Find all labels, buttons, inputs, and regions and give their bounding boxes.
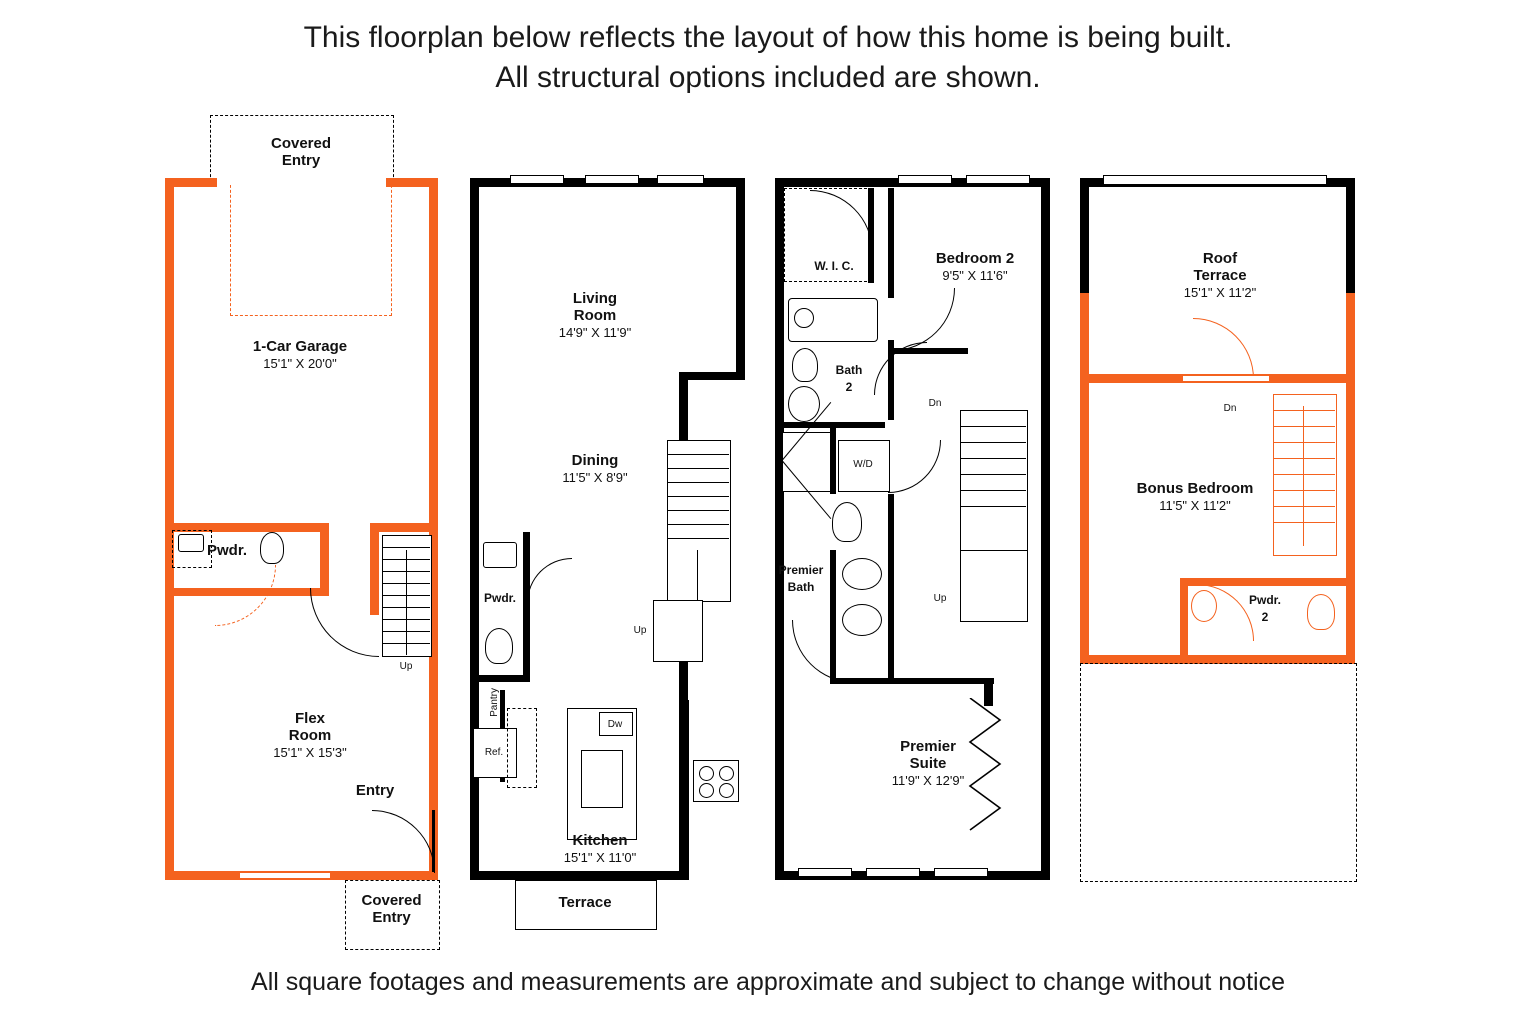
wic-name: W. I. C. xyxy=(814,259,854,273)
bath2-name-1: Bath xyxy=(835,363,863,377)
stair-tread xyxy=(667,538,729,539)
label-bedroom2 xyxy=(900,250,1050,284)
garage-name: 1-Car Garage xyxy=(252,338,348,355)
front-door-swing xyxy=(372,810,435,873)
suite-dim: 11'9" X 12'9" xyxy=(891,773,965,788)
label-bonus-bedroom xyxy=(1115,480,1275,514)
flex-name-2: Room xyxy=(288,727,332,744)
floorplan-level-1 xyxy=(160,110,450,950)
bed2-wall-left xyxy=(888,188,894,298)
suite-entry-wall xyxy=(984,678,993,706)
covered-entry-name-top: Covered xyxy=(270,135,332,152)
stair-tread xyxy=(382,547,430,548)
wd-text: W/D xyxy=(853,459,873,470)
label-roof-terrace xyxy=(1145,250,1295,301)
covered-entry-b1: Covered xyxy=(361,892,422,909)
terrace-name: Terrace xyxy=(558,894,612,911)
level2-wall-bottom xyxy=(470,871,688,880)
stair-landing-2 xyxy=(653,600,703,662)
range-icon xyxy=(693,760,739,802)
stair-up-marker-3 xyxy=(925,590,955,607)
sink-island-icon xyxy=(581,750,623,808)
covered-entry-b2: Entry xyxy=(372,909,411,926)
kitchen-dim: 15'1" X 11'0" xyxy=(563,850,637,865)
living-name-1: Living xyxy=(572,290,618,307)
stair-tread xyxy=(667,482,729,483)
roof-name-1: Roof xyxy=(1202,250,1238,267)
stair-tread-o xyxy=(1273,410,1335,411)
stair-dn-marker-3 xyxy=(920,395,950,412)
stair-run-2 xyxy=(667,440,731,602)
front-door-leaf xyxy=(432,810,435,872)
suite-name-2: Suite xyxy=(909,755,947,772)
bath2-door-swing xyxy=(874,342,927,395)
stair-run-3 xyxy=(960,410,1028,552)
title-line-2: All structural options included are shown. xyxy=(495,61,1041,94)
label-pantry: Pantry xyxy=(489,688,500,717)
pwdr2-name-2: 2 xyxy=(1261,610,1269,624)
powder2-wall-bottom xyxy=(470,675,530,682)
stair-tread xyxy=(667,496,729,497)
label-garage xyxy=(205,338,395,372)
window-l3-bottom-3 xyxy=(934,868,988,877)
footer-disclaimer: All square footages and measurements are approximate and subject to change without notice xyxy=(251,968,1285,996)
stair-tread-o xyxy=(1273,474,1335,475)
level4-wall-left-upper xyxy=(1080,178,1089,293)
sink-icon-2 xyxy=(483,542,517,568)
dn-text-4: Dn xyxy=(1223,403,1237,414)
stair-dn-marker-4 xyxy=(1215,400,1245,417)
flex-dim: 15'1" X 15'3" xyxy=(273,745,347,760)
stair-run-1 xyxy=(382,535,432,657)
level4-wall-right-lower xyxy=(1346,383,1355,663)
stair-tread xyxy=(960,474,1026,475)
label-kitchen xyxy=(525,832,675,866)
stair-tread xyxy=(960,426,1026,427)
laundry-wall xyxy=(830,428,836,494)
powder2-name: Pwdr. xyxy=(483,591,516,605)
stair-tread xyxy=(960,490,1026,491)
up-text-2: Up xyxy=(633,625,647,636)
pantry-shelf-dashed xyxy=(507,708,537,788)
premier-bath-name-1: Premier xyxy=(778,563,824,577)
pwdr2-wall-left xyxy=(1180,578,1188,664)
shower-icon xyxy=(782,432,832,492)
stair-tread xyxy=(960,506,1026,507)
entry-door-swing-mid xyxy=(310,588,379,657)
stair-tread-o xyxy=(1273,522,1335,523)
burner-icon xyxy=(699,766,714,781)
premier-bath-door-swing xyxy=(792,620,855,683)
closet-zigzag xyxy=(966,698,1006,838)
toilet-icon-3 xyxy=(792,348,818,382)
counter-line xyxy=(688,700,689,880)
sink-icon-3 xyxy=(788,386,820,422)
up-text-3: Up xyxy=(933,593,947,604)
window-top-2 xyxy=(585,175,639,184)
stair-tread xyxy=(667,468,729,469)
terrace-door-opening xyxy=(1183,376,1269,381)
vanity-sink-1 xyxy=(842,558,882,590)
garage-dim: 15'1" X 20'0" xyxy=(263,356,337,371)
premier-bath-name-2: Bath xyxy=(787,580,815,594)
premier-bath-wall-right xyxy=(888,494,894,684)
ref-text: Ref. xyxy=(484,747,504,758)
stair-tread xyxy=(667,524,729,525)
exterior-wall-right-upper xyxy=(429,178,438,523)
level4-footprint-dashed xyxy=(1080,663,1357,882)
burner-icon xyxy=(719,783,734,798)
label-powder-1 xyxy=(192,542,262,559)
powder2-wall-right xyxy=(523,532,530,682)
tub-drain-icon xyxy=(794,308,814,328)
garage-door-opening xyxy=(217,180,386,185)
covered-entry-name-top2: Entry xyxy=(281,152,321,169)
stair-tread-o xyxy=(1273,506,1335,507)
level4-wall-left-lower xyxy=(1080,383,1089,663)
floorplan-level-3 xyxy=(770,110,1060,950)
level4-wall-right-upper xyxy=(1346,178,1355,293)
label-entry xyxy=(335,782,415,799)
label-wd xyxy=(838,456,888,473)
stair-tread xyxy=(960,442,1026,443)
window-top-3 xyxy=(657,175,704,184)
stair-arrow-4 xyxy=(1303,406,1304,546)
powder-name: Pwdr. xyxy=(206,542,247,559)
roof-name-2: Terrace xyxy=(1193,267,1247,284)
living-dim: 14'9" X 11'9" xyxy=(558,325,632,340)
suite-name-1: Premier xyxy=(900,738,956,755)
page-title xyxy=(0,18,1536,98)
level2-wall-right-upper xyxy=(736,178,745,378)
burner-icon xyxy=(719,766,734,781)
laundry-door-swing xyxy=(888,440,941,493)
roof-window xyxy=(1103,175,1327,185)
bed2-name: Bedroom 2 xyxy=(935,250,1015,267)
terrace-door-swing xyxy=(1193,318,1254,379)
label-premier-bath xyxy=(770,562,832,596)
label-living-room xyxy=(525,290,665,341)
label-powder-2 xyxy=(470,590,530,607)
stair-tread-o xyxy=(1273,490,1335,491)
stair-tread xyxy=(667,454,729,455)
level2-wall-top-conn xyxy=(679,372,745,380)
floorplan-level-4 xyxy=(1075,110,1365,950)
toilet-icon-2 xyxy=(485,628,513,664)
exterior-wall-top-left xyxy=(165,178,217,187)
window-l3-2 xyxy=(966,175,1030,184)
up-text: Up xyxy=(399,661,413,672)
stair-tread-o xyxy=(1273,458,1335,459)
stair-run-3b xyxy=(960,550,1028,622)
suite-wall-top xyxy=(888,678,994,684)
bath2-name-2: 2 xyxy=(845,380,853,394)
level3-wall-left xyxy=(775,178,784,880)
level2-wall-right-lower xyxy=(679,652,688,880)
window-l3-bottom-1 xyxy=(798,868,852,877)
label-dining xyxy=(525,452,665,486)
toilet-icon-4 xyxy=(832,502,862,542)
level4-wall-left-orange xyxy=(1080,293,1089,383)
burner-icon xyxy=(699,783,714,798)
label-covered-entry-top xyxy=(220,135,382,169)
label-flex-room xyxy=(235,710,385,761)
pwdr2-name-1: Pwdr. xyxy=(1248,593,1281,607)
window-l3-1 xyxy=(898,175,952,184)
dn-text-3: Dn xyxy=(928,398,942,409)
title-line-1: This floorplan below reflects the layout of how this home is being built. xyxy=(303,21,1233,54)
level4-wall-right-orange xyxy=(1346,293,1355,383)
dining-dim: 11'5" X 8'9" xyxy=(562,470,628,485)
label-dw xyxy=(599,716,631,733)
stair-up-marker-1 xyxy=(388,658,424,675)
garage-door-swing xyxy=(230,180,392,316)
toilet-icon-5 xyxy=(1307,594,1335,630)
kitchen-name: Kitchen xyxy=(572,832,628,849)
label-covered-entry-bottom xyxy=(345,892,438,926)
garage-flex-divider-right xyxy=(370,523,438,532)
toilet-icon xyxy=(260,532,284,564)
stair-tread-o xyxy=(1273,426,1335,427)
roof-dim: 15'1" X 11'2" xyxy=(1183,285,1257,300)
dining-name: Dining xyxy=(571,452,619,469)
entry-name: Entry xyxy=(355,782,395,799)
window-l3-bottom-2 xyxy=(866,868,920,877)
powder-door-swing xyxy=(215,565,276,626)
powder-wall-right xyxy=(320,523,329,595)
label-terrace xyxy=(515,894,655,911)
living-name-2: Room xyxy=(573,307,617,324)
door-opening-bottom xyxy=(240,873,330,878)
powder2-door-swing xyxy=(527,558,572,603)
stair-run-4 xyxy=(1273,394,1337,556)
stair-arrow xyxy=(406,550,407,655)
flex-name-1: Flex xyxy=(294,710,325,727)
bed2-dim: 9'5" X 11'6" xyxy=(942,268,1008,283)
dw-text: Dw xyxy=(607,719,623,730)
floorplan-level-2 xyxy=(465,110,755,950)
stair-tread-o xyxy=(1273,442,1335,443)
label-bath2 xyxy=(818,362,880,396)
bonus-name: Bonus Bedroom xyxy=(1136,480,1254,497)
bonus-dim: 11'5" X 11'2" xyxy=(1159,498,1231,513)
window-top-1 xyxy=(510,175,564,184)
stair-tread xyxy=(960,458,1026,459)
stair-tread xyxy=(667,510,729,511)
stair-up-marker-2 xyxy=(625,622,655,639)
